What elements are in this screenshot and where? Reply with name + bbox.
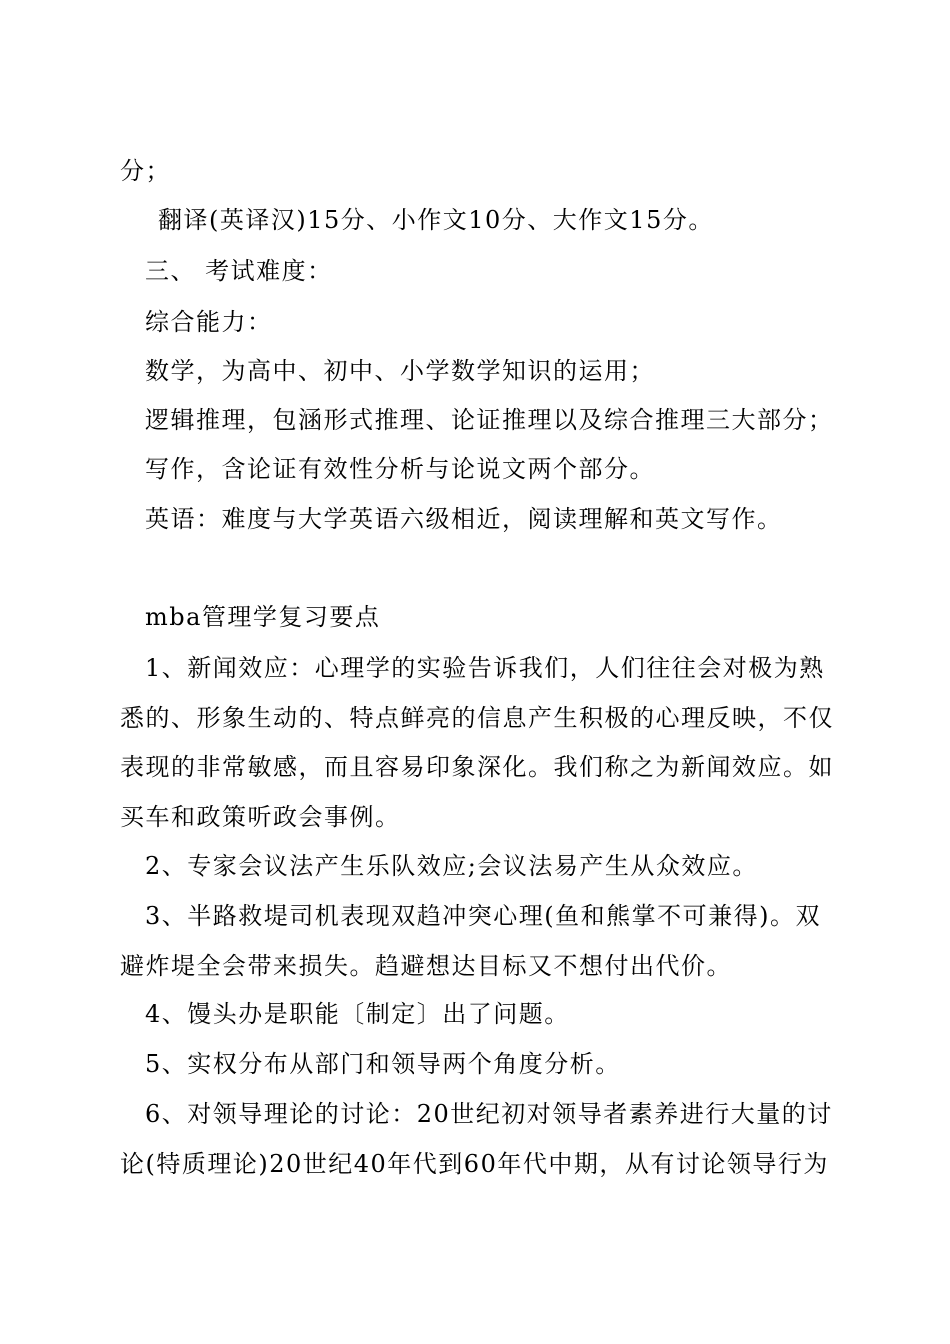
- text-line-comprehensive: 综合能力：: [145, 308, 273, 336]
- list-item-1-line-1: 1、新闻效应：心理学的实验告诉我们，人们往往会对极为熟: [145, 654, 825, 682]
- list-item-5: 5、实权分布从部门和领导两个角度分析。: [145, 1050, 621, 1078]
- list-item-6-line-2: 论(特质理论)20世纪40年代到60年代中期，从有讨论领导行为: [120, 1150, 829, 1178]
- text-line-scoring: 翻译(英译汉)15分、小作文10分、大作文15分。: [158, 206, 714, 234]
- text-line-math: 数学，为高中、初中、小学数学知识的运用；: [145, 357, 655, 385]
- text-line-english: 英语：难度与大学英语六级相近，阅读理解和英文写作。: [145, 505, 783, 533]
- list-item-1-line-3: 表现的非常敏感，而且容易印象深化。我们称之为新闻效应。如: [120, 753, 834, 781]
- list-item-4: 4、馒头办是职能〔制定〕出了问题。: [145, 1000, 570, 1028]
- text-line-logic: 逻辑推理，包涵形式推理、论证推理以及综合推理三大部分；: [145, 406, 834, 434]
- list-item-2: 2、专家会议法产生乐队效应;会议法易产生从众效应。: [145, 852, 758, 880]
- list-item-3-line-2: 避炸堤全会带来损失。趋避想达目标又不想付出代价。: [120, 952, 732, 980]
- text-line-writing: 写作，含论证有效性分析与论说文两个部分。: [145, 455, 655, 483]
- list-item-1-line-2: 悉的、形象生动的、特点鲜亮的信息产生积极的心理反映，不仅: [120, 704, 834, 732]
- section-heading-difficulty: 三、 考试难度：: [145, 257, 333, 285]
- list-item-1-line-4: 买车和政策听政会事例。: [120, 803, 401, 831]
- text-line-fragment: 分；: [120, 157, 171, 185]
- section-title-mba: mba管理学复习要点: [145, 603, 381, 631]
- list-item-6-line-1: 6、对领导理论的讨论：20世纪初对领导者素养进行大量的讨: [145, 1100, 833, 1128]
- list-item-3-line-1: 3、半路救堤司机表现双趋冲突心理(鱼和熊掌不可兼得)。双: [145, 902, 821, 930]
